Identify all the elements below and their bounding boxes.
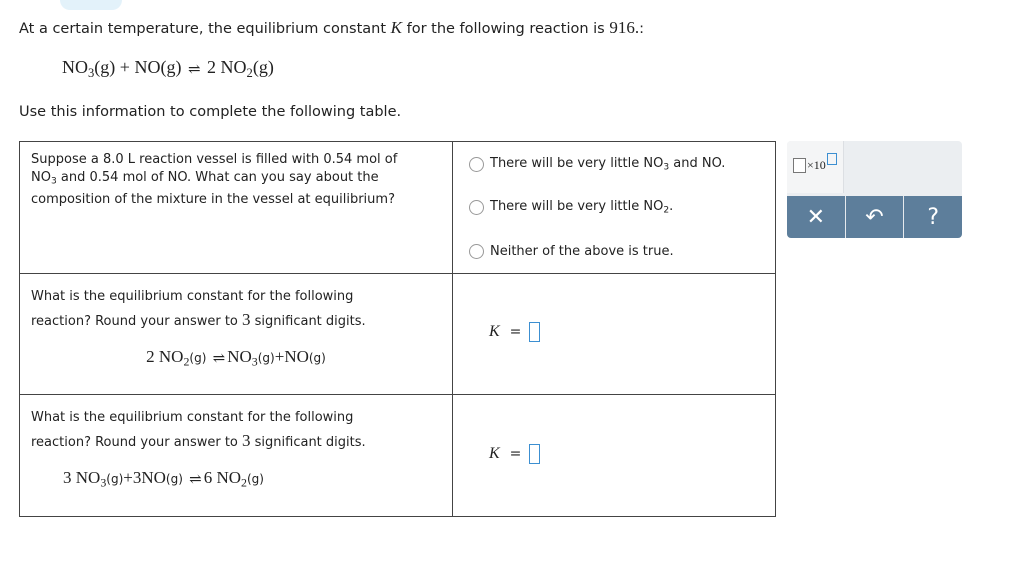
question-3-answer-cell	[453, 395, 776, 517]
close-icon: ✕	[806, 204, 826, 230]
equilibrium-arrow-icon: ⇌	[187, 62, 201, 78]
equilibrium-arrow-icon: ⇌	[212, 351, 226, 367]
question-3-reaction: 3 $NO_3(g)+3NO(g)$ ⇌ 6 $NO_2(g)$	[63, 468, 264, 490]
question-1-prompt: Suppose a 8.0 L reaction vessel is filled with 0.54 mol of $NO_3$ and 0.54 mol of NO. What can you say about the composition of the mixture in the vessel at equilibrium?	[20, 142, 453, 274]
help-icon: ?	[927, 204, 940, 230]
instruction-text: Use this information to complete the following table.	[19, 104, 402, 120]
question-2-prompt: What is the equilibrium constant for the following reaction? Round your answer to 3 significant digits. 2 $NO_2(g)$ ⇌ $NO_3(g)+NO(g)$	[20, 274, 453, 395]
radio-button[interactable]	[469, 157, 484, 172]
sci-notation-button[interactable]: ×10	[793, 153, 837, 173]
mantissa-box-icon	[793, 158, 806, 173]
option-little-no2[interactable]: There will be very little $NO_2$.	[469, 199, 673, 216]
undo-icon: ↶	[865, 204, 884, 230]
table-row	[20, 274, 776, 395]
radio-button[interactable]	[469, 200, 484, 215]
help-button[interactable]	[904, 196, 962, 238]
option-little-no3-no[interactable]: There will be very little $NO_3$ and NO.	[469, 156, 725, 173]
exponent-box-icon	[827, 153, 837, 165]
clear-button[interactable]	[787, 196, 846, 238]
toolbar-button-row	[787, 196, 962, 238]
question-1-answer-cell	[453, 142, 776, 274]
k-answer-line: K =	[489, 444, 540, 464]
main-reaction-equation: $NO_3(g) + NO(g)$ ⇌ 2 $NO_2(g)$	[62, 57, 274, 80]
question-3-prompt: What is the equilibrium constant for the following reaction? Round your answer to 3 significant digits. 3 $NO_3(g)+3NO(g)$ ⇌ 6 $NO_2(g)$	[20, 395, 453, 517]
question-2-answer-cell	[453, 274, 776, 395]
k-answer-line: K =	[489, 322, 540, 342]
radio-button[interactable]	[469, 244, 484, 259]
k-answer-input[interactable]	[529, 322, 540, 342]
table-row	[20, 395, 776, 517]
answer-toolbar	[787, 141, 962, 238]
option-neither[interactable]: Neither of the above is true.	[469, 244, 674, 259]
undo-button[interactable]	[846, 196, 905, 238]
table-row	[20, 142, 776, 274]
equilibrium-arrow-icon: ⇌	[189, 472, 202, 488]
question-table	[19, 141, 776, 517]
intro-text: At a certain temperature, the equilibrium constant K for the following reaction is 916.:	[19, 18, 644, 37]
top-tab-decoration	[60, 0, 122, 10]
question-2-reaction: 2 $NO_2(g)$ ⇌ $NO_3(g)+NO(g)$	[146, 347, 326, 369]
k-answer-input[interactable]	[529, 444, 540, 464]
